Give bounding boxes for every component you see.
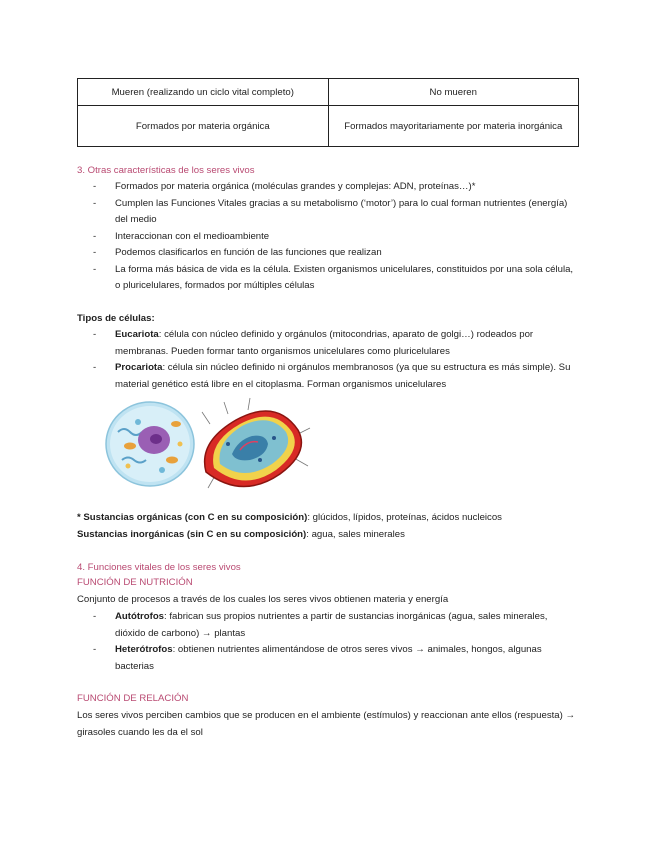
list-item: - Interaccionan con el medioambiente: [93, 230, 270, 242]
term: Heterótrofos: [115, 644, 173, 655]
list-item: - La forma más básica de vida es la célula. Existen organismos unicelulares, constituidos por una sola célula, o pluricelulares, formados por múltiples células: [93, 263, 574, 291]
nutrition-list: [77, 609, 577, 675]
term: Procariota: [115, 362, 163, 373]
table-cell: Formados mayoritariamente por materia inorgánica: [328, 106, 579, 147]
list-item: - Eucariota: célula con núcleo definido y orgánulos (mitocondrias, aparato de golgi…) rodeados por membranas. Pueden formar tanto organismos unicelulares como pluricelulares: [93, 329, 534, 357]
organic-note: * Sustancias orgánicas (con C en su composición): glúcidos, lípidos, proteínas, ácidos nucleicos: [77, 512, 502, 523]
comparison-table: [77, 78, 579, 147]
list-item: - Heterótrofos: obtienen nutrientes alimentándose de otros seres vivos → animales, hongos, algunas bacterias: [93, 644, 542, 672]
table-row: [78, 106, 579, 147]
table-cell: No mueren: [328, 79, 579, 106]
cell-types-heading: Tipos de células:: [77, 313, 155, 324]
table-cell: Mueren (realizando un ciclo vital completo): [78, 79, 329, 106]
list-item: - Formados por materia orgánica (moléculas grandes y complejas: ADN, proteínas…)*: [93, 181, 476, 192]
inorganic-note: Sustancias inorgánicas (sin C en su composición): agua, sales minerales: [77, 529, 405, 540]
cell-types-list: [77, 327, 577, 393]
relation-text: Los seres vivos perciben cambios que se producen en el ambiente (estímulos) y reaccionan ante ellos (respuesta) → girasoles cuando les da el sol: [77, 710, 576, 738]
prokaryotic-cell-image: [202, 398, 310, 488]
list-item: - Procariota: célula sin núcleo definido ni orgánulos membranosos (ya que su estructura es más simple). Su material genético está libre en el citoplasma. Forman organismos unicelulares: [93, 362, 571, 390]
nutrition-heading: FUNCIÓN DE NUTRICIÓN: [77, 577, 193, 588]
term: Autótrofos: [115, 611, 165, 622]
table-cell: Formados por materia orgánica: [78, 106, 329, 147]
section-3-heading: 3. Otras características de los seres vivos: [77, 165, 255, 176]
relation-heading: FUNCIÓN DE RELACIÓN: [77, 693, 189, 704]
eukaryotic-cell-image: [106, 402, 194, 486]
list-item: - Podemos clasificarlos en función de las funciones que realizan: [93, 247, 382, 258]
nutrition-intro: Conjunto de procesos a través de los cuales los seres vivos obtienen materia y energía: [77, 594, 449, 605]
table-row: [78, 79, 579, 106]
term: Eucariota: [115, 329, 159, 340]
list-item: - Cumplen las Funciones Vitales gracias a su metabolismo (‘motor’) para lo cual forman nutrientes (energía) del medio: [93, 197, 568, 225]
list-item: - Autótrofos: fabrican sus propios nutrientes a partir de sustancias inorgánicas (agua, sales minerales, dióxido de carbono) → plantas: [93, 611, 548, 639]
section-3-list: [77, 179, 577, 295]
section-4-heading: 4. Funciones vitales de los seres vivos: [77, 562, 241, 573]
cell-illustrations: [98, 394, 314, 494]
